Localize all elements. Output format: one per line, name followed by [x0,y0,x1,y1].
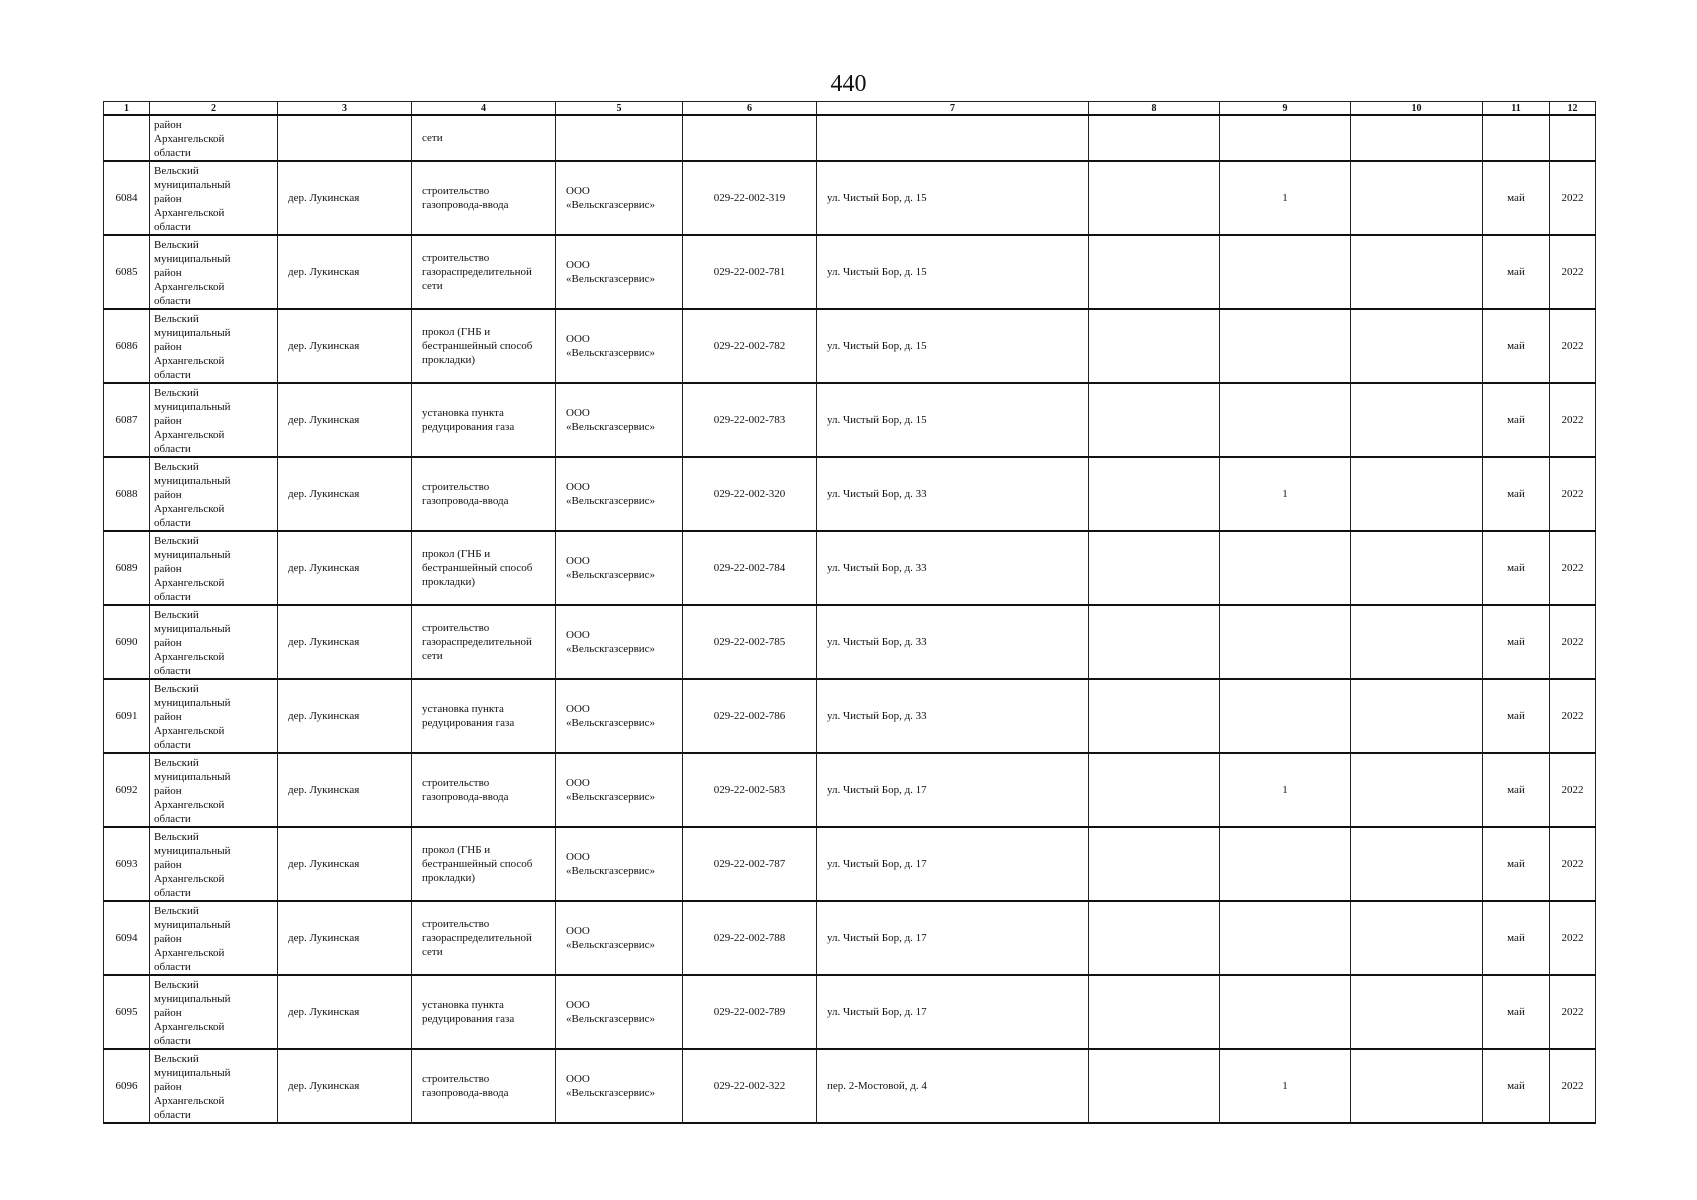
cell-district: Вельский муниципальный район Архангельской области [150,309,278,383]
cell-locality: дер. Лукинская [278,383,412,457]
cell-registration-number: 029-22-002-783 [683,383,817,457]
cell-object: сети [412,115,556,161]
cell-number: 6090 [104,605,150,679]
cell-col10 [1351,309,1483,383]
cell-col8 [1089,235,1220,309]
table-row [104,605,1596,679]
cell-operator: ООО «Вельскгазсервис» [556,161,683,235]
header-cell: 7 [817,102,1089,116]
cell-address: ул. Чистый Бор, д. 15 [817,235,1089,309]
table-body [104,115,1596,1123]
cell-year: 2022 [1550,1049,1596,1123]
cell-registration-number: 029-22-002-787 [683,827,817,901]
cell-registration-number: 029-22-002-786 [683,679,817,753]
cell-number: 6084 [104,161,150,235]
cell-locality [278,115,412,161]
cell-col8 [1089,827,1220,901]
page-number: 440 [830,71,867,97]
cell-district: Вельский муниципальный район Архангельской области [150,1049,278,1123]
cell-registration-number: 029-22-002-784 [683,531,817,605]
table-row [104,1049,1596,1123]
cell-col9: 1 [1220,1049,1351,1123]
cell-number: 6088 [104,457,150,531]
cell-col10 [1351,975,1483,1049]
cell-object: строительство газопровода-ввода [412,753,556,827]
cell-district: район Архангельской области [150,115,278,161]
header-cell: 10 [1351,102,1483,116]
header-cell: 3 [278,102,412,116]
cell-object: установка пункта редуцирования газа [412,679,556,753]
cell-col9 [1220,235,1351,309]
cell-registration-number: 029-22-002-320 [683,457,817,531]
cell-col10 [1351,827,1483,901]
cell-col8 [1089,1049,1220,1123]
cell-month: май [1483,679,1550,753]
cell-col9: 1 [1220,457,1351,531]
cell-month: май [1483,975,1550,1049]
cell-district: Вельский муниципальный район Архангельской области [150,753,278,827]
cell-number: 6091 [104,679,150,753]
cell-number: 6085 [104,235,150,309]
table-row [104,753,1596,827]
table-row [104,531,1596,605]
cell-col9 [1220,115,1351,161]
cell-address: ул. Чистый Бор, д. 17 [817,827,1089,901]
cell-registration-number: 029-22-002-781 [683,235,817,309]
cell-address: ул. Чистый Бор, д. 15 [817,161,1089,235]
table-row [104,457,1596,531]
cell-operator: ООО «Вельскгазсервис» [556,383,683,457]
cell-object: строительство газораспределительной сети [412,605,556,679]
cell-registration-number: 029-22-002-785 [683,605,817,679]
cell-number: 6096 [104,1049,150,1123]
header-cell: 8 [1089,102,1220,116]
cell-number [104,115,150,161]
cell-month: май [1483,827,1550,901]
header-cell: 6 [683,102,817,116]
cell-operator: ООО «Вельскгазсервис» [556,975,683,1049]
cell-district: Вельский муниципальный район Архангельской области [150,679,278,753]
table-row [104,383,1596,457]
cell-year [1550,115,1596,161]
cell-locality: дер. Лукинская [278,531,412,605]
cell-year: 2022 [1550,531,1596,605]
cell-year: 2022 [1550,457,1596,531]
cell-month: май [1483,605,1550,679]
cell-col10 [1351,901,1483,975]
cell-col9: 1 [1220,753,1351,827]
cell-col8 [1089,161,1220,235]
cell-col9 [1220,309,1351,383]
cell-registration-number: 029-22-002-782 [683,309,817,383]
cell-col10 [1351,383,1483,457]
header-cell: 2 [150,102,278,116]
cell-col8 [1089,309,1220,383]
cell-district: Вельский муниципальный район Архангельской области [150,235,278,309]
cell-year: 2022 [1550,235,1596,309]
cell-registration-number: 029-22-002-319 [683,161,817,235]
cell-operator: ООО «Вельскгазсервис» [556,753,683,827]
cell-number: 6092 [104,753,150,827]
cell-month: май [1483,753,1550,827]
cell-object: строительство газораспределительной сети [412,235,556,309]
cell-col10 [1351,1049,1483,1123]
cell-month: май [1483,901,1550,975]
cell-col10 [1351,753,1483,827]
cell-number: 6087 [104,383,150,457]
cell-operator: ООО «Вельскгазсервис» [556,901,683,975]
header-cell: 5 [556,102,683,116]
cell-operator: ООО «Вельскгазсервис» [556,235,683,309]
cell-month: май [1483,309,1550,383]
cell-month [1483,115,1550,161]
cell-col8 [1089,753,1220,827]
header-cell: 4 [412,102,556,116]
cell-col8 [1089,531,1220,605]
cell-month: май [1483,235,1550,309]
cell-locality: дер. Лукинская [278,679,412,753]
cell-col8 [1089,605,1220,679]
cell-col9 [1220,975,1351,1049]
cell-object: прокол (ГНБ и бестраншейный способ прокладки) [412,827,556,901]
cell-object: строительство газопровода-ввода [412,457,556,531]
cell-locality: дер. Лукинская [278,901,412,975]
cell-locality: дер. Лукинская [278,309,412,383]
cell-address: пер. 2-Мостовой, д. 4 [817,1049,1089,1123]
cell-district: Вельский муниципальный район Архангельской области [150,975,278,1049]
cell-registration-number: 029-22-002-583 [683,753,817,827]
cell-locality: дер. Лукинская [278,1049,412,1123]
cell-operator [556,115,683,161]
cell-year: 2022 [1550,679,1596,753]
cell-district: Вельский муниципальный район Архангельской области [150,457,278,531]
cell-object: прокол (ГНБ и бестраншейный способ прокладки) [412,531,556,605]
cell-registration-number: 029-22-002-788 [683,901,817,975]
cell-col9 [1220,827,1351,901]
cell-operator: ООО «Вельскгазсервис» [556,531,683,605]
cell-col8 [1089,115,1220,161]
cell-registration-number: 029-22-002-789 [683,975,817,1049]
cell-locality: дер. Лукинская [278,827,412,901]
header-row [104,102,1596,116]
table-row [104,161,1596,235]
cell-operator: ООО «Вельскгазсервис» [556,827,683,901]
cell-col10 [1351,161,1483,235]
cell-col8 [1089,975,1220,1049]
cell-number: 6089 [104,531,150,605]
cell-address: ул. Чистый Бор, д. 17 [817,901,1089,975]
table-row [104,901,1596,975]
cell-address [817,115,1089,161]
cell-number: 6095 [104,975,150,1049]
cell-year: 2022 [1550,901,1596,975]
cell-month: май [1483,531,1550,605]
cell-number: 6094 [104,901,150,975]
cell-col8 [1089,901,1220,975]
cell-locality: дер. Лукинская [278,161,412,235]
cell-address: ул. Чистый Бор, д. 15 [817,309,1089,383]
cell-district: Вельский муниципальный район Архангельской области [150,531,278,605]
cell-number: 6086 [104,309,150,383]
table-row [104,827,1596,901]
cell-locality: дер. Лукинская [278,605,412,679]
cell-operator: ООО «Вельскгазсервис» [556,309,683,383]
cell-address: ул. Чистый Бор, д. 33 [817,605,1089,679]
cell-year: 2022 [1550,161,1596,235]
cell-address: ул. Чистый Бор, д. 17 [817,975,1089,1049]
cell-address: ул. Чистый Бор, д. 17 [817,753,1089,827]
cell-number: 6093 [104,827,150,901]
continuation-row [104,115,1596,161]
table-row [104,975,1596,1049]
cell-col8 [1089,457,1220,531]
cell-object: установка пункта редуцирования газа [412,975,556,1049]
cell-col10 [1351,605,1483,679]
cell-district: Вельский муниципальный район Архангельской области [150,605,278,679]
header-cell: 11 [1483,102,1550,116]
cell-registration-number [683,115,817,161]
cell-month: май [1483,1049,1550,1123]
cell-year: 2022 [1550,753,1596,827]
cell-col10 [1351,457,1483,531]
cell-operator: ООО «Вельскгазсервис» [556,605,683,679]
cell-col9 [1220,531,1351,605]
cell-address: ул. Чистый Бор, д. 33 [817,679,1089,753]
cell-month: май [1483,383,1550,457]
cell-district: Вельский муниципальный район Архангельской области [150,383,278,457]
cell-locality: дер. Лукинская [278,235,412,309]
cell-col9 [1220,383,1351,457]
cell-district: Вельский муниципальный район Архангельской области [150,827,278,901]
cell-object: строительство газораспределительной сети [412,901,556,975]
cell-year: 2022 [1550,309,1596,383]
cell-col10 [1351,115,1483,161]
cell-district: Вельский муниципальный район Архангельской области [150,901,278,975]
cell-col9: 1 [1220,161,1351,235]
cell-col9 [1220,605,1351,679]
cell-col10 [1351,679,1483,753]
cell-month: май [1483,161,1550,235]
table-row [104,309,1596,383]
cell-object: установка пункта редуцирования газа [412,383,556,457]
cell-operator: ООО «Вельскгазсервис» [556,679,683,753]
cell-registration-number: 029-22-002-322 [683,1049,817,1123]
cell-col9 [1220,901,1351,975]
table-row [104,235,1596,309]
cell-locality: дер. Лукинская [278,457,412,531]
cell-operator: ООО «Вельскгазсервис» [556,1049,683,1123]
cell-object: прокол (ГНБ и бестраншейный способ прокладки) [412,309,556,383]
cell-locality: дер. Лукинская [278,975,412,1049]
table-row [104,679,1596,753]
header-cell: 12 [1550,102,1596,116]
cell-locality: дер. Лукинская [278,753,412,827]
cell-year: 2022 [1550,827,1596,901]
cell-address: ул. Чистый Бор, д. 15 [817,383,1089,457]
cell-month: май [1483,457,1550,531]
cell-col8 [1089,383,1220,457]
cell-object: строительство газопровода-ввода [412,1049,556,1123]
header-cell: 1 [104,102,150,116]
cell-col10 [1351,531,1483,605]
register-table [103,101,1596,1124]
cell-district: Вельский муниципальный район Архангельской области [150,161,278,235]
cell-year: 2022 [1550,605,1596,679]
cell-year: 2022 [1550,383,1596,457]
cell-address: ул. Чистый Бор, д. 33 [817,457,1089,531]
cell-address: ул. Чистый Бор, д. 33 [817,531,1089,605]
cell-col9 [1220,679,1351,753]
cell-col10 [1351,235,1483,309]
cell-operator: ООО «Вельскгазсервис» [556,457,683,531]
cell-year: 2022 [1550,975,1596,1049]
cell-col8 [1089,679,1220,753]
cell-object: строительство газопровода-ввода [412,161,556,235]
header-cell: 9 [1220,102,1351,116]
